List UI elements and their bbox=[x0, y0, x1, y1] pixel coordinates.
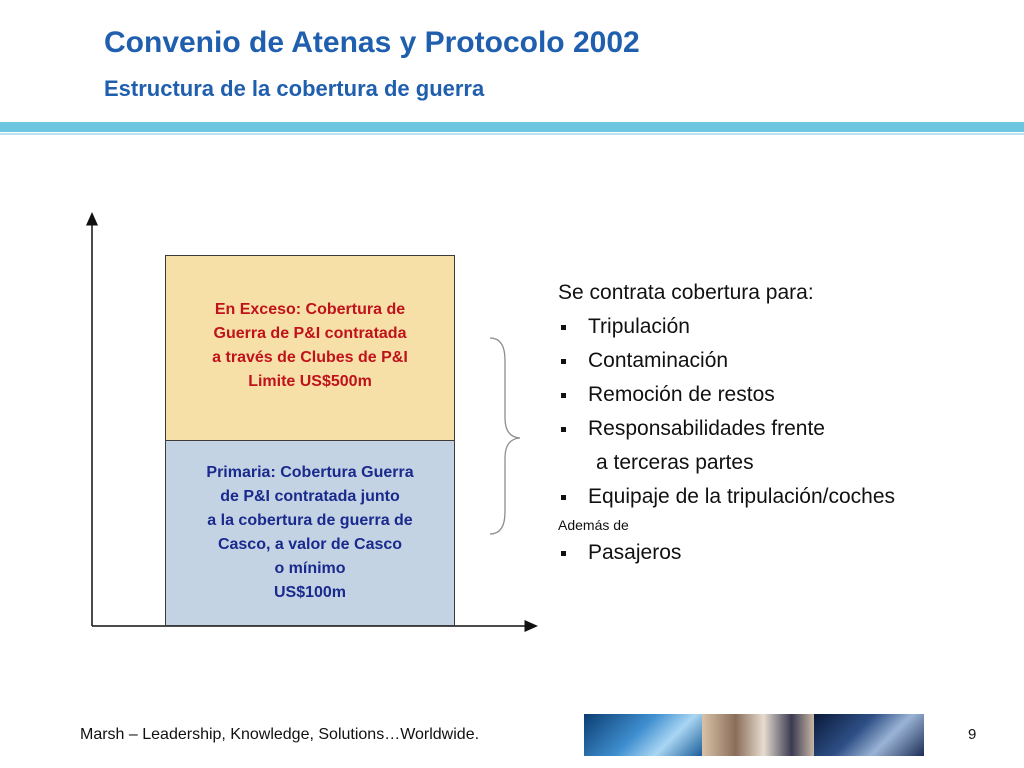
additional-note: Además de bbox=[558, 517, 629, 533]
bullet-icon bbox=[561, 325, 566, 330]
list-item-text: Equipaje de la tripulación/coches bbox=[588, 485, 896, 508]
list-item bbox=[558, 480, 895, 514]
globe-image bbox=[584, 714, 702, 756]
bullet-icon bbox=[561, 495, 566, 500]
footer-image-strip bbox=[584, 714, 924, 756]
excess-layer-text: En Exceso: Cobertura de Guerra de P&I contratada a través de Clubes de P&I Limite US$500m bbox=[212, 301, 408, 390]
list-item bbox=[558, 310, 895, 344]
list-item-text: Tripulación bbox=[588, 315, 690, 338]
list-item-text: Contaminación bbox=[588, 349, 729, 372]
list-item bbox=[558, 412, 895, 446]
list-item bbox=[558, 378, 895, 412]
slide-subtitle: Estructura de la cobertura de guerra bbox=[104, 76, 485, 101]
footer-tagline: Marsh – Leadership, Knowledge, Solutions…Worldwide. bbox=[80, 726, 480, 743]
bullet-icon bbox=[561, 427, 566, 432]
list-item bbox=[558, 536, 895, 570]
coverage-intro: Se contrata cobertura para: bbox=[558, 281, 814, 304]
primary-layer-text: Primaria: Cobertura Guerra de P&I contratada junto a la cobertura de guerra de Casco, a valor de Casco o mínimo US$100m bbox=[206, 464, 414, 601]
technology-image bbox=[814, 714, 924, 756]
curly-brace-icon bbox=[490, 338, 520, 534]
list-item-continuation: a terceras partes bbox=[596, 451, 754, 474]
bullet-icon bbox=[561, 393, 566, 398]
bullet-icon bbox=[561, 359, 566, 364]
primary-layer-box bbox=[165, 440, 455, 626]
list-item-text: Remoción de restos bbox=[588, 383, 775, 406]
list-item-text: Pasajeros bbox=[588, 541, 682, 564]
excess-layer-box bbox=[165, 255, 455, 441]
list-item-text: Responsabilidades frente bbox=[588, 417, 825, 440]
business-people-image bbox=[702, 714, 814, 756]
list-item bbox=[558, 344, 895, 378]
page-number: 9 bbox=[968, 726, 977, 743]
bullet-icon bbox=[561, 551, 566, 556]
coverage-list bbox=[558, 276, 895, 570]
slide-title: Convenio de Atenas y Protocolo 2002 bbox=[104, 26, 640, 59]
